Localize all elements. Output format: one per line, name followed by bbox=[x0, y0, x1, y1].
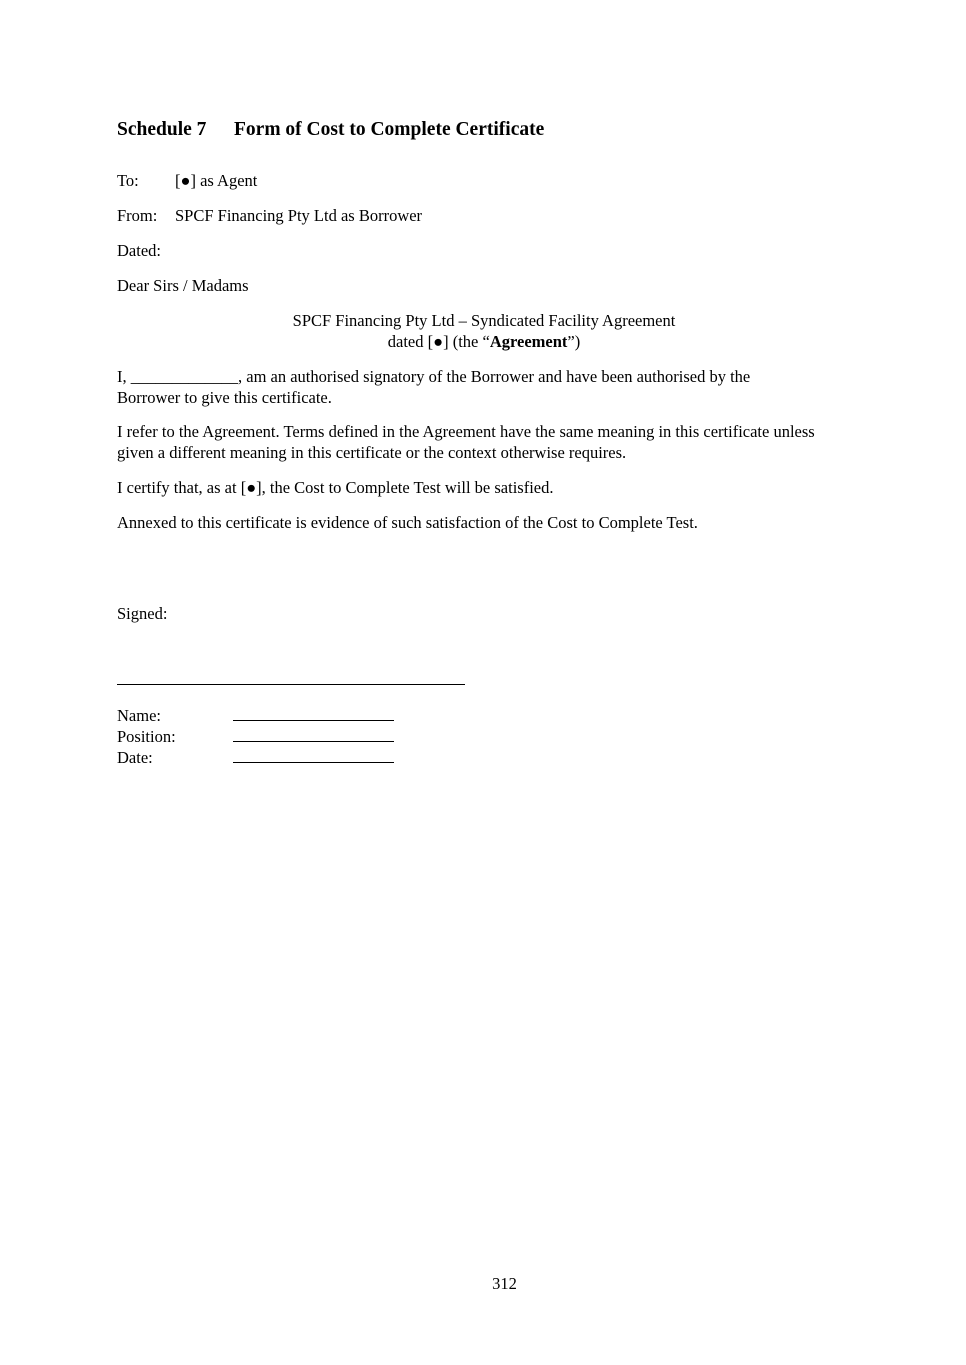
paragraph-annexed: Annexed to this certificate is evidence of such satisfaction of the Cost to Complete Test. bbox=[117, 513, 698, 532]
date-blank-line bbox=[233, 748, 394, 763]
date-label: Date: bbox=[117, 748, 153, 767]
position-blank-line bbox=[233, 727, 394, 742]
name-field bbox=[117, 706, 394, 727]
from-value: SPCF Financing Pty Ltd as Borrower bbox=[175, 206, 423, 225]
subject-line-2-suffix: ”) bbox=[567, 332, 581, 351]
position-label: Position: bbox=[117, 727, 176, 746]
schedule-title: Form of Cost to Complete Certificate bbox=[234, 119, 545, 140]
to-label: To: bbox=[117, 171, 139, 190]
paragraph-certify: I certify that, as at [●], the Cost to Complete Test will be satisfied. bbox=[117, 478, 554, 497]
to-line bbox=[117, 171, 257, 192]
salutation: Dear Sirs / Madams bbox=[117, 276, 249, 295]
subject-line-1: SPCF Financing Pty Ltd – Syndicated Facility Agreement bbox=[292, 311, 676, 330]
subject-line-2-bold: Agreement bbox=[489, 332, 568, 351]
name-blank-line bbox=[233, 706, 394, 721]
dated-label: Dated: bbox=[117, 241, 161, 260]
subject-line-2 bbox=[117, 332, 851, 353]
page-number: 312 bbox=[492, 1274, 517, 1293]
signed-label: Signed: bbox=[117, 604, 168, 623]
subject-line-2-prefix: dated [●] (the “ bbox=[387, 332, 490, 351]
schedule-number: Schedule 7 bbox=[117, 119, 207, 140]
paragraph-authorised-signatory: I, _____________, am an authorised signatory of the Borrower and have been authorised by the Borrower to give this certificate. bbox=[117, 367, 751, 407]
name-label: Name: bbox=[117, 706, 161, 725]
schedule-heading bbox=[117, 118, 544, 142]
to-value: [●] as Agent bbox=[175, 171, 258, 190]
signature-line bbox=[117, 684, 465, 685]
paragraph-definitions: I refer to the Agreement. Terms defined in the Agreement have the same meaning in this certificate unless given a different meaning in this certificate or the context otherwise requires. bbox=[117, 422, 815, 462]
position-field bbox=[117, 727, 394, 748]
from-label: From: bbox=[117, 206, 158, 225]
date-field bbox=[117, 748, 394, 769]
from-line bbox=[117, 206, 422, 227]
dated-line bbox=[117, 241, 161, 262]
